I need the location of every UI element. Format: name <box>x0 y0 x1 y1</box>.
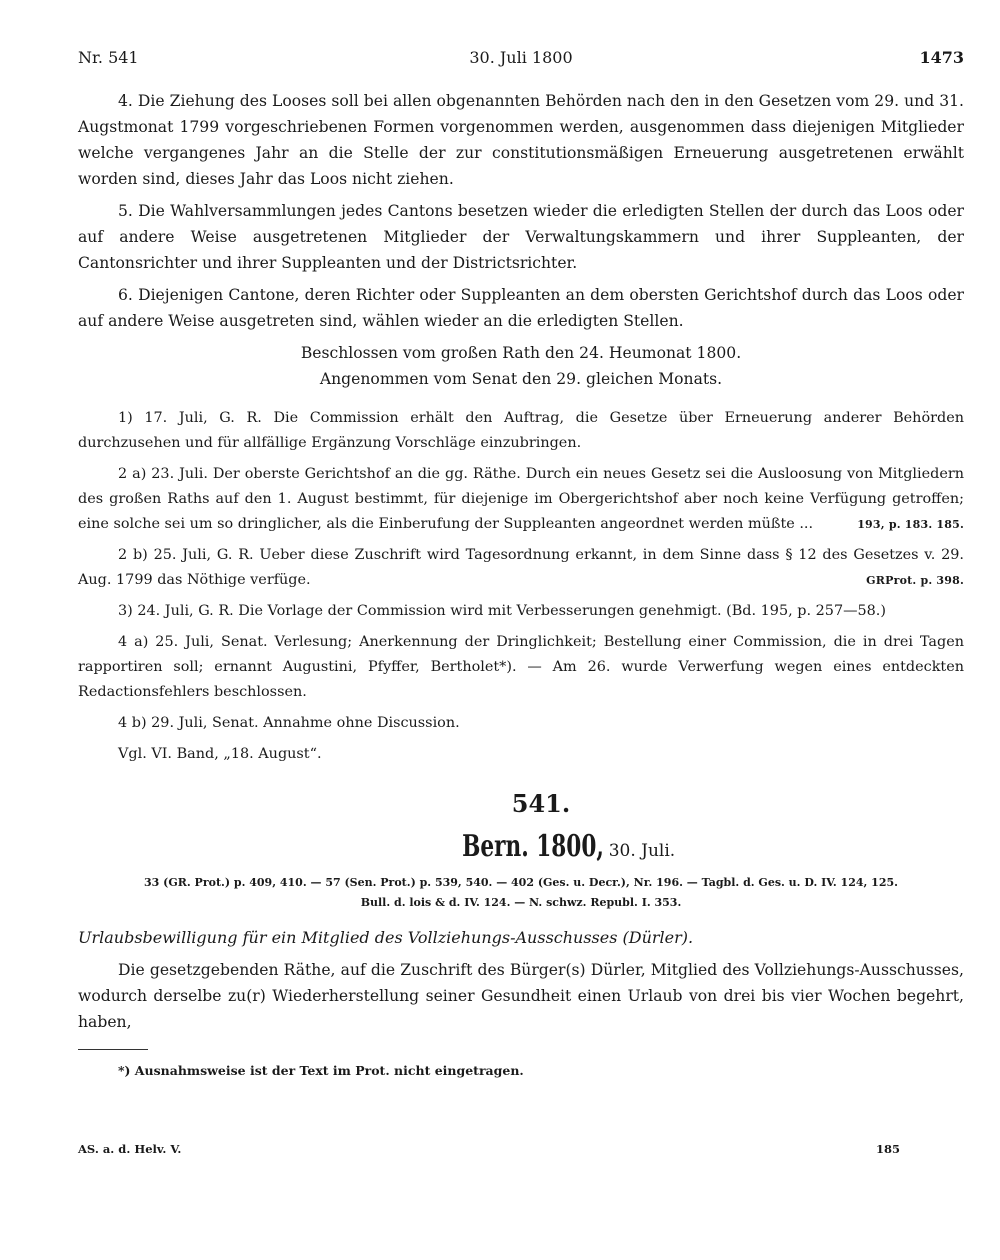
resolution-line-2: Angenommen vom Senat den 29. gleichen Monats. <box>319 370 723 388</box>
note-2b <box>78 543 964 593</box>
note-2a-reference: 193, p. 183. 185. <box>857 518 964 531</box>
footnote: *) Ausnahmsweise ist der Text im Prot. nicht eingetragen. <box>118 1063 524 1078</box>
header-number: Nr. 541 <box>78 48 139 67</box>
document-number: 541. <box>511 789 571 818</box>
note-2b-text: 2 b) 25. Juli, G. R. Ueber diese Zuschrift wird Tagesordnung erkannt, in dem Sinne dass § 12 des Gesetzes v. 29. Aug. 1799 das Nöthige verfüge. <box>78 547 964 588</box>
entry-text: Die gesetzgebenden Räthe, auf die Zuschrift des Bürger(s) Dürler, Mitglied des Vollziehungs-Ausschusses, wodurch derselbe zu(r) Wiederherstellung seiner Gesundheit einen Urlaub von drei bis vier Wochen begehrt, haben, <box>78 961 964 1031</box>
note-1: 1) 17. Juli, G. R. Die Commission erhält den Auftrag, die Gesetze über Erneuerung anderer Behörden durchzusehen und für allfällige Ergänzung Vorschläge einzubringen. <box>78 410 964 451</box>
procedural-notes <box>78 406 964 767</box>
page-body <box>78 88 964 1084</box>
article-5: 5. Die Wahlversammlungen jedes Cantons besetzen wieder die erledigten Stellen der durch das Loos oder auf andere Weise ausgetretenen Mitglieder der Verwaltungskammern und ihrer Suppleanten, der Cantonsrichter und ihrer Suppleanten und der Districtsrichter. <box>78 202 964 272</box>
note-3: 3) 24. Juli, G. R. Die Vorlage der Commission wird mit Verbesserungen genehmigt. (Bd. 195, p. 257—58.) <box>118 603 886 619</box>
running-header <box>78 48 964 72</box>
note-4a: 4 a) 25. Juli, Senat. Verlesung; Anerkennung der Dringlichkeit; Bestellung einer Commission, die in drei Tagen rapportiren soll; ernannt Augustini, Pfyffer, Bertholet*). — Am 26. wurde Verwerfung wegen eines entdeckten Redactionsfehlers beschlossen. <box>78 634 964 700</box>
entry-date: 30. Juli. <box>608 841 676 861</box>
subject-heading: Urlaubsbewilligung für ein Mitglied des Vollziehungs-Ausschusses (Dürler). <box>78 928 694 947</box>
cross-reference: Vgl. VI. Band, „18. August“. <box>118 746 322 762</box>
sources-line-1: 33 (GR. Prot.) p. 409, 410. — 57 (Sen. Prot.) p. 539, 540. — 402 (Ges. u. Decr.), Nr. 196. — Tagbl. d. Ges. u. D. IV. 124, 125. <box>144 876 898 889</box>
note-2a <box>78 462 964 537</box>
header-date: 30. Juli 1800 <box>469 48 573 67</box>
note-2a-text: 2 a) 23. Juli. Der oberste Gerichtshof an die gg. Räthe. Durch ein neues Gesetz sei die Ausloosung von Mitgliedern des großen Raths auf den 1. August bestimmt, für diejenige im Obergerichtshof aber noch keine Verfügung getroffen; eine solche sei um so dringlicher, als die Einberufung der Suppleanten angeordnet werden müßte ... <box>78 466 964 532</box>
footer-signature: AS. a. d. Helv. V. <box>78 1142 182 1156</box>
note-4b: 4 b) 29. Juli, Senat. Annahme ohne Discussion. <box>118 715 460 731</box>
article-4: 4. Die Ziehung des Looses soll bei allen obgenannten Behörden nach den in den Gesetzen vom 29. und 31. Augstmonat 1799 vorgeschriebenen Formen vorgenommen werden, ausgenommen dass diejenigen Mitglieder welche vergangenes Jahr an die Stelle der zur constitutionsmäßigen Erneuerung ausgetretenen erwählt worden sind, dieses Jahr das Loos nicht ziehen. <box>78 92 964 188</box>
footnote-divider <box>78 1049 148 1050</box>
place-year: Bern. 1800, <box>461 829 604 864</box>
page-number: 1473 <box>919 48 964 67</box>
sources-line-2: Bull. d. lois & d. IV. 124. — N. schwz. Republ. I. 353. <box>360 896 682 909</box>
article-6: 6. Diejenigen Cantone, deren Richter oder Suppleanten an dem obersten Gerichtshof durch das Loos oder auf andere Weise ausgetreten sind, wählen wieder an die erledigten Stellen. <box>78 286 964 330</box>
note-2b-reference: GRProt. p. 398. <box>866 574 964 587</box>
place-date-heading <box>78 825 964 873</box>
footer-sheet-number: 185 <box>875 1142 900 1156</box>
resolution-line-1: Beschlossen vom großen Rath den 24. Heumonat 1800. <box>300 344 742 362</box>
